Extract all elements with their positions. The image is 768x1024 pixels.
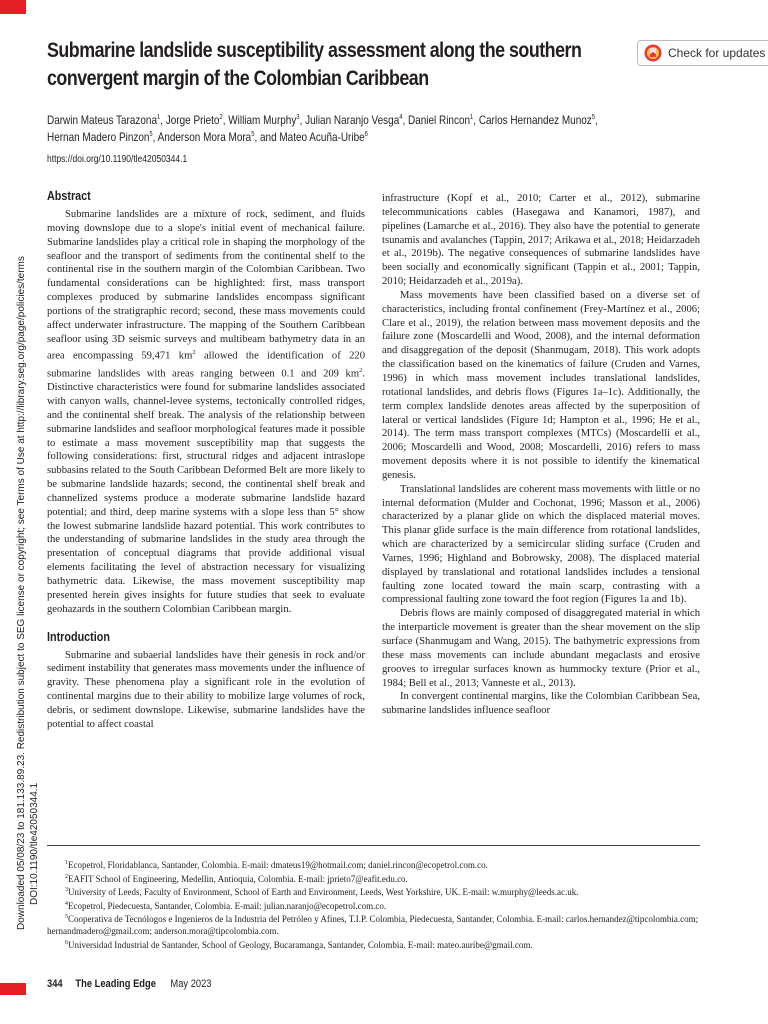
- check-for-updates-button[interactable]: [637, 40, 768, 66]
- title-line-2: convergent margin of the Colombian Caribbean: [47, 66, 429, 90]
- author-affiliation-mark: 4: [399, 114, 403, 121]
- body-paragraph: Mass movements have been classified based on a diverse set of characteristics, including frontal confinement (Frey-Martínez et al., 2006; Clare et al., 2019), the relation between mass movement deposits and the failure zone (Moscardelli and Wood, 2008), and the internal deformation and disaggregation of the deposit (Shanmugam, 2018). This work adopts the classification based on the kinematics of failure (Cruden and Varnes, 1996) in which mass movement includes translational landslides, rotational landslides, and debris flows (Figures 1a–1c). Additionally, the term complex landslide denotes areas affected by the superposition of lateral or vertical landslides (Figure 1d; Hampton et al., 1996; He et al., 2014). The term mass transport complexes (MTCs) (Moscardelli et al., 2006; Moscardelli and Wood, 2008; Moscardelli, 2016) refers to mass movement deposits where it is not possible to identify the kinematical genesis.: [382, 289, 700, 481]
- footnote: $^2$EAFIT School of Engineering, Medellin, Antioquia, Colombia. E-mail: jprieto7@eafit.edu.co.: [65, 873, 408, 884]
- title-line-1: Submarine landslide susceptibility assessment along the southern: [47, 38, 582, 62]
- body-paragraph: infrastructure (Kopf et al., 2010; Carter et al., 2012), submarine telecommunications cables (Hasegawa and Kanamori, 1987), and pipelines (Lamarche et al., 2016). They also have the potential to generate tsunamis and avalanches (Tappin, 2017; Arikawa et al., 2018; Heidarzadeh et al., 2019b). The negative consequences of submarine landslides have been socially and economically significant (Tappin et al., 2001; Tappin, 2010; Heidarzadeh et al., 2019a).: [382, 193, 700, 288]
- author-name: Carlos Hernandez Munoz: [478, 113, 592, 127]
- body-paragraph: In convergent continental margins, like the Colombian Caribbean Sea, submarine landslides influence seafloor: [382, 691, 700, 717]
- journal-name: The Leading Edge: [75, 978, 156, 990]
- left-column: [47, 188, 365, 732]
- author-line-1: Darwin Mateus Tarazona$^1$, Jorge Prieto$^2$, William Murphy$^3$, Julian Naranjo Vesga$^4$, Daniel Rincon$^1$, Carlos Hernandez Munoz$^5$,: [47, 113, 598, 127]
- author-name: Mateo Acuña-Uribe: [279, 130, 365, 144]
- footnote-divider: [47, 845, 700, 846]
- abstract-heading: Abstract: [47, 188, 91, 203]
- author-affiliation-mark: 1: [156, 114, 161, 121]
- author-affiliation-mark: 6: [364, 131, 368, 138]
- author-name: William Murphy: [228, 113, 297, 127]
- introduction-paragraph: Submarine and subaerial landslides have their genesis in rock and/or sediment instability that generates mass movements under the influence of gravity. These phenomena play a significant role in the evolution of continental margins due to their ability to mobilize large volumes of rock, debris, or sediment downslope. Likewise, submarine landslides have the potential to affect coastal: [47, 649, 365, 730]
- footnote: $^6$Universidad Industrial de Santander, School of Geology, Bucaramanga, Santander, Colombia. E-mail: mateo.auribe@gmail.com.: [65, 939, 533, 950]
- author-affiliation-mark: 2: [219, 114, 223, 121]
- footnote: $^1$Ecopetrol, Floridablanca, Santander, Colombia. E-mail: dmateus19@hotmail.com; daniel.rincon@ecopetrol.com.co.: [65, 860, 488, 870]
- author-list: [47, 112, 719, 146]
- page-footer: [47, 978, 212, 990]
- download-notice: [0, 0, 40, 1024]
- author-line-2: Hernan Madero Pinzon$^5$, Anderson Mora Mora$^5$, and Mateo Acuña-Uribe$^6$: [47, 130, 368, 144]
- author-affiliation-mark: 3: [296, 114, 300, 121]
- footnote: $^5$Cooperativa de Tecnólogos e Ingenieros de la Industria del Petróleo y Afines, T.I.P. Colombia, Piedecuesta, Santander, Colombia. E-mail: carlos.hernandez@tipcolombia.com; hernandmadero@gmail.com; anderson.mora@tipcolombia.com.: [47, 914, 699, 936]
- author-affiliation-mark: 5: [149, 131, 153, 138]
- body-paragraph: Translational landslides are coherent mass movements with little or no internal deformation (Mulder and Cochonat, 1996; Masson et al., 2006) characterized by a planar glide on which the displaced material moves. This planar glide surface is the main difference from rotational landslides, which are characterized by a semicircular sliding surface (Cruden and Varnes, 1996; Highland and Bobrowsky, 2008). The displaced material displayed by translational and rotational landslides includes a tensional faulting zone located toward the main scarp, contrasting with a compressional faulting zone toward the foot region (Figures 1a and 1b).: [382, 483, 700, 606]
- author-affiliation-mark: 1: [470, 114, 474, 121]
- author-affiliation-mark: 5: [251, 131, 255, 138]
- footnote: $^4$Ecopetrol, Piedecuesta, Santander, Colombia. E-mail: julian.naranjo@ecopetrol.com.co.: [65, 900, 387, 911]
- author-affiliation-mark: 5: [591, 114, 596, 121]
- introduction-heading: Introduction: [47, 628, 110, 644]
- author-name: Daniel Rincon: [408, 113, 471, 127]
- author-name: Hernan Madero Pinzon: [47, 130, 150, 144]
- author-name: Jorge Prieto: [165, 113, 220, 127]
- author-name: Anderson Mora Mora: [157, 130, 252, 144]
- abstract-text: Submarine landslides are a mixture of rock, sediment, and fluids moving downslope due to a slope's initial event of mechanical failure. Submarine landslides play a critical role in shaping the morphology of the seafloor and the transport of sediments from the continental shelf to the continental rise in the southern margin of the Colombian Caribbean. Two fundamental considerations can be highlighted: first, mass transport complexes produced by submarine landslides encompass significant portions of the stratigraphic record; second, these mass movements could affect underwater infrastructure. The mapping of the Southern Caribbean seafloor using 3D seismic surveys and multibeam bathymetry data in an area encompassing 59,471 $km^2$ allowed the identification of 220 submarine landslides with areas ranging between 0.1 and 209 $km^2$. Distinctive characteristics were found for submarine landslides associated with canyon walls, channel-levee systems, tectonically controlled ridges, and the continental shelf break. The analysis of the relationship between submarine landslides and seafloor morphological features made it possible to estimate a mass movement susceptibility map that suggests the following considerations: first, structural ridges and adjacent intraslope subbasins related to the South Caribbean Deformed Belt are more likely to be submarine landslide hazards; second, the continental shelf break and channelized systems produce a moderate submarine landslide hazard potential; and third, deep marine systems with a slope less than 5° show the lowest submarine landslide hazard potential. This work contributes to the understanding of submarine landslides in the study area through the presentation of conceptual diagrams that provide additional visual elements facilitating the level of abstraction necessary for visualizing bathymetric data. Likewise, the mass movement susceptibility map presented herein gives insights for future studies that seek to evaluate geohazards in the southern Colombian Caribbean margin.: [47, 209, 365, 615]
- check-for-updates-label: Check for updates: [668, 46, 766, 60]
- author-name: Julian Naranjo Vesga: [305, 113, 400, 127]
- doi-link[interactable]: https://doi.org/10.1190/tle42050344.1: [47, 154, 188, 165]
- page-number: 344: [47, 978, 63, 990]
- footnote: $^3$University of Leeds, Faculty of Environment, School of Earth and Environment, Leeds, West Yorkshire, UK. E-mail: w.murphy@leeds.ac.uk.: [65, 887, 579, 898]
- download-notice-doi: DOI:10.1190/tle42050344.1: [29, 782, 40, 905]
- download-notice-line1: Downloaded 05/08/23 to 181.133.89.23. Redistribution subject to SEG license or copyright; see Terms of Use at http://library.seg.org/page/policies/terms: [16, 256, 27, 930]
- affiliation-footnotes: [47, 858, 700, 951]
- issue-date: May 2023: [170, 978, 212, 990]
- right-column: [382, 192, 700, 718]
- body-paragraph: Debris flows are mainly composed of disaggregated material in which the interparticle movement is greater than the shear movement on the slip surface (Shanmugam and Wang, 2015). The bathymetric expressions from these mass movements can include abundant megaclasts and erosive grooves to irregular surfaces known as hummocky texture (Prior et al., 1984; Bell et al., 2013; Vanneste et al., 2013).: [382, 608, 700, 689]
- crossmark-icon: [644, 44, 662, 62]
- author-name: Darwin Mateus Tarazona: [47, 113, 157, 127]
- article-title: [47, 36, 582, 92]
